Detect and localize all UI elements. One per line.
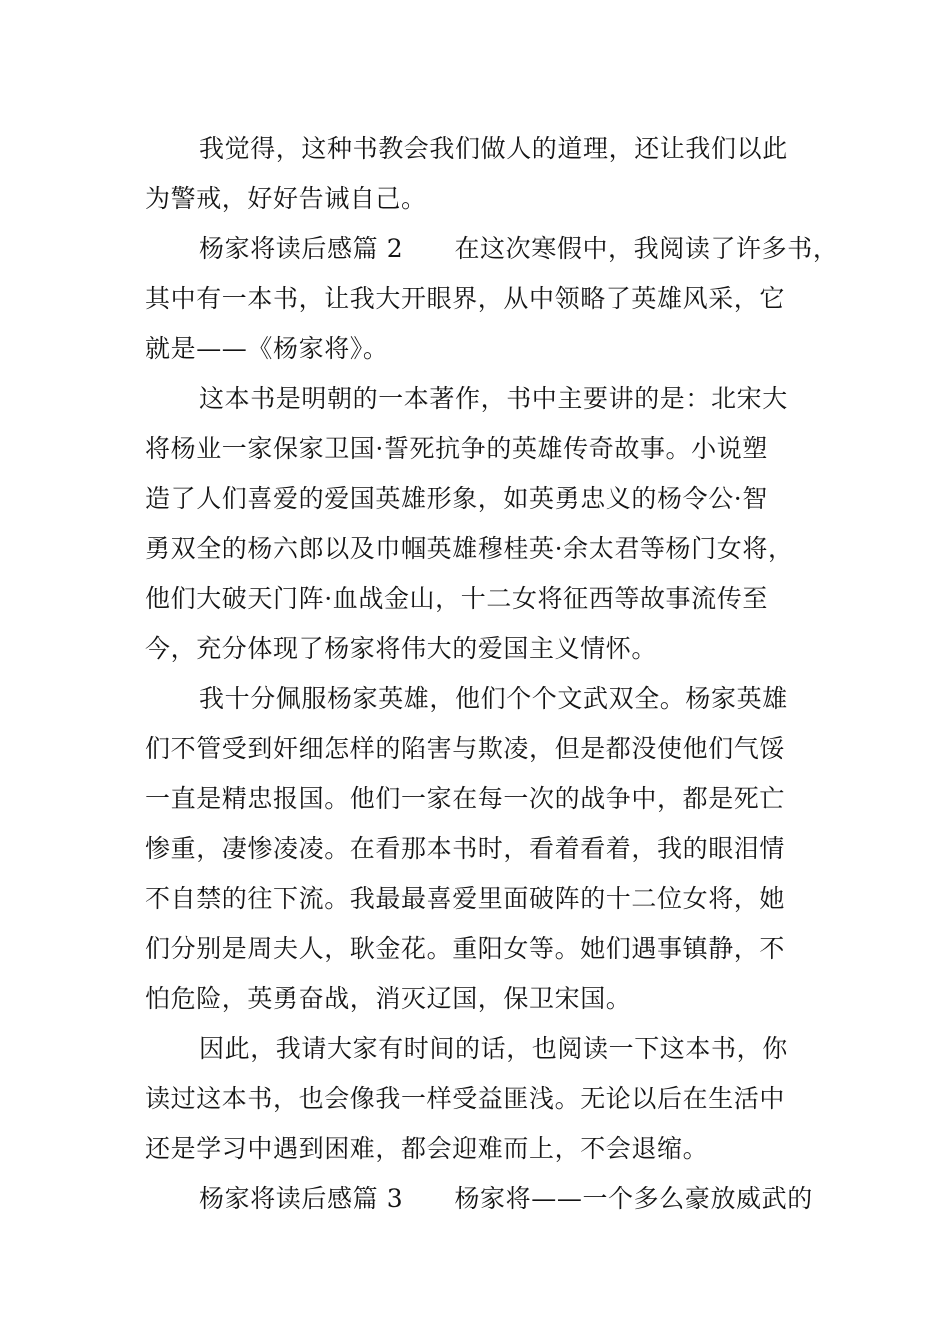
text-line: 勇双全的杨六郎以及巾帼英雄穆桂英·余太君等杨门女将，: [145, 534, 794, 563]
text-line: 不自禁的往下流。我最最喜爱里面破阵的十二位女将，她: [145, 884, 786, 913]
text-line: 我十分佩服杨家英雄，他们个个文武双全。杨家英雄: [199, 684, 788, 713]
text-line: 就是——《杨家将》。: [145, 334, 389, 363]
text-line: 他们大破天门阵·血战金山，十二女将征西等故事流传至: [145, 584, 768, 613]
text-line: 们分别是周夫人，耿金花。重阳女等。她们遇事镇静，不: [145, 934, 786, 963]
text-line: 我觉得，这种书教会我们做人的道理，还让我们以此: [199, 134, 788, 163]
text-line: 还是学习中遇到困难，都会迎难而上，不会退缩。: [145, 1134, 709, 1163]
text-line: 其中有一本书，让我大开眼界，从中领略了英雄风采，它: [145, 284, 786, 313]
section-heading-line: 杨家将读后感篇 3 杨家将——一个多么豪放威武的: [199, 1184, 813, 1213]
section-heading-line: 杨家将读后感篇 2 在这次寒假中，我阅读了许多书，: [199, 234, 839, 263]
text-line: 为警戒，好好告诫自己。: [145, 184, 427, 213]
text-line: 读过这本书，也会像我一样受益匪浅。无论以后在生活中: [145, 1084, 786, 1113]
text-line: 因此，我请大家有时间的话，也阅读一下这本书，你: [199, 1034, 788, 1063]
text-line: 造了人们喜爱的爱国英雄形象，如英勇忠义的杨令公·智: [145, 484, 768, 513]
text-line: 惨重，凄惨凌凌。在看那本书时，看着看着，我的眼泪情: [145, 834, 786, 863]
text-line: 怕危险，英勇奋战，消灭辽国，保卫宋国。: [145, 984, 632, 1013]
text-line: 这本书是明朝的一本著作，书中主要讲的是：北宋大: [199, 384, 788, 413]
text-line: 将杨业一家保家卫国·誓死抗争的英雄传奇故事。小说塑: [145, 434, 768, 463]
text-line: 们不管受到奸细怎样的陷害与欺凌，但是都没使他们气馁: [145, 734, 786, 763]
text-line: 一直是精忠报国。他们一家在每一次的战争中，都是死亡: [145, 784, 786, 813]
text-line: 今，充分体现了杨家将伟大的爱国主义情怀。: [145, 634, 658, 663]
